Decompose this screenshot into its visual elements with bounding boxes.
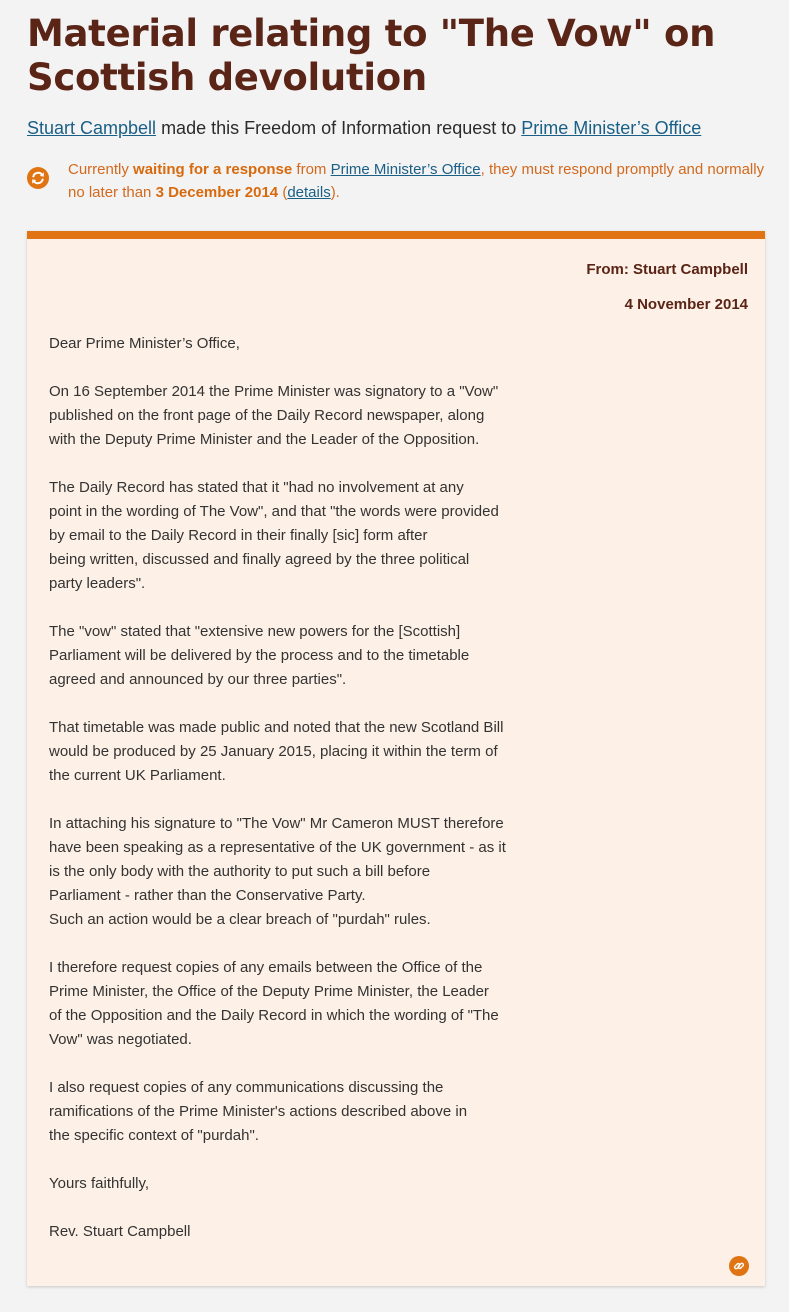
message-paragraph (49, 1076, 549, 1148)
message-body (49, 332, 549, 1268)
byline-text: made this Freedom of Information request to (156, 118, 522, 138)
status-authority-link[interactable]: Prime Minister’s Office (330, 161, 481, 178)
message-line: published on the front page of the Daily Record newspaper, along (49, 407, 485, 424)
message-line: would be produced by 25 January 2015, placing it within the term of (49, 743, 498, 760)
status-from: from (292, 161, 331, 178)
message-line: The Daily Record has stated that it "had no involvement at any (49, 479, 464, 496)
request-status (27, 158, 765, 204)
message-paragraph (49, 620, 549, 692)
message-line: The "vow" stated that "extensive new powers for the [Scottish] (49, 623, 461, 640)
status-prefix: Currently (68, 161, 134, 178)
status-state: waiting for a response (133, 161, 293, 178)
link-icon[interactable] (729, 1256, 749, 1276)
outgoing-message (27, 231, 765, 1286)
authority-link[interactable]: Prime Minister’s Office (521, 118, 702, 138)
status-close-paren: ). (330, 184, 340, 201)
message-paragraph (49, 812, 549, 932)
message-line: of the Opposition and the Daily Record in which the wording of "The (49, 1007, 499, 1024)
message-line: the specific context of "purdah". (49, 1127, 259, 1144)
page-title: Material relating to "The Vow" on Scottish devolution (27, 12, 716, 99)
message-line: That timetable was made public and noted that the new Scotland Bill (49, 719, 504, 736)
refresh-icon (27, 167, 49, 189)
message-line: Parliament will be delivered by the process and to the timetable (49, 647, 470, 664)
message-line: On 16 September 2014 the Prime Minister was signatory to a "Vow" (49, 383, 499, 400)
message-line: I also request copies of any communications discussing the (49, 1079, 444, 1096)
message-paragraph (49, 956, 549, 1052)
message-line: Dear Prime Minister’s Office, (49, 335, 240, 352)
message-line: with the Deputy Prime Minister and the Leader of the Opposition. (49, 431, 480, 448)
message-line: Prime Minister, the Office of the Deputy Prime Minister, the Leader (49, 983, 489, 1000)
message-paragraph (49, 476, 549, 596)
message-date: 4 November 2014 (624, 296, 748, 313)
request-page (27, 0, 765, 1240)
message-line: Such an action would be a clear breach of "purdah" rules. (49, 911, 431, 928)
message-line: Vow" was negotiated. (49, 1031, 192, 1048)
message-paragraph (49, 380, 549, 452)
message-line: have been speaking as a representative of the UK government - as it (49, 839, 506, 856)
message-line: Parliament - rather than the Conservative Party. (49, 887, 366, 904)
status-deadline: 3 December 2014 (155, 184, 279, 201)
message-line: ramifications of the Prime Minister's actions described above in (49, 1103, 468, 1120)
message-paragraph (49, 716, 549, 788)
message-line: In attaching his signature to "The Vow" Mr Cameron MUST therefore (49, 815, 504, 832)
status-middle: , they must respond promptly and normally no later than (68, 161, 765, 201)
message-line: agreed and announced by our three parties". (49, 671, 347, 688)
message-paragraph (49, 1220, 549, 1244)
message-line: the current UK Parliament. (49, 767, 226, 784)
message-line: is the only body with the authority to put such a bill before (49, 863, 431, 880)
status-open-paren: ( (278, 184, 288, 201)
details-link[interactable]: details (287, 184, 331, 201)
message-line: Yours faithfully, (49, 1175, 150, 1192)
message-sender: From: Stuart Campbell (586, 261, 748, 278)
message-line: point in the wording of The Vow", and that "the words were provided (49, 503, 499, 520)
message-paragraph (49, 332, 549, 356)
message-line: by email to the Daily Record in their finally [sic] form after (49, 527, 428, 544)
message-line: party leaders". (49, 575, 146, 592)
message-line: I therefore request copies of any emails between the Office of the (49, 959, 483, 976)
message-paragraph (49, 1172, 549, 1196)
message-line: Rev. Stuart Campbell (49, 1223, 191, 1240)
requester-link[interactable]: Stuart Campbell (27, 118, 157, 138)
message-line: being written, discussed and finally agreed by the three political (49, 551, 470, 568)
request-byline (27, 115, 765, 141)
